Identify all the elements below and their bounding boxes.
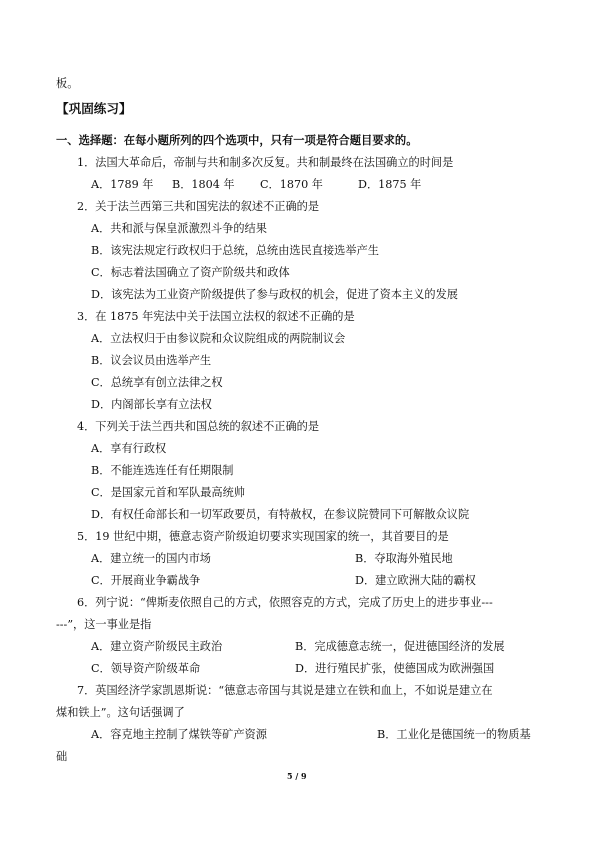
page-number: 5 / 9 (287, 771, 307, 781)
answer-option: D．有权任命部长和一切军政要员，有特赦权，在参议院赞同下可解散众议院 (91, 508, 470, 521)
answer-option: A．享有行政权 (91, 442, 167, 455)
question-stem: 7．英国经济学家凯恩斯说：“德意志帝国与其说是建立在铁和血上，不如说是建立在 (77, 684, 493, 697)
question-stem: 5．19 世纪中期，德意志资产阶级迫切要求实现国家的统一，其首要目的是 (77, 530, 449, 543)
answer-option: C．开展商业争霸战争 (91, 574, 201, 587)
question-stem-continued: ---”，这一事业是指 (56, 618, 152, 631)
answer-option: B．1804 年 (172, 178, 235, 191)
question-stem: 3．在 1875 年宪法中关于法国立法权的叙述不正确的是 (77, 310, 355, 323)
answer-option: B．完成德意志统一，促进德国经济的发展 (295, 640, 505, 653)
text-line: 板。 (56, 77, 79, 90)
section-heading: 【巩固练习】 (56, 101, 132, 116)
answer-option: C．标志着法国确立了资产阶级共和政体 (91, 266, 290, 279)
question-instruction: 一、选择题：在每小题所列的四个选项中，只有一项是符合题目要求的。 (56, 134, 418, 147)
answer-option: D．进行殖民扩张，使德国成为欧洲强国 (295, 662, 495, 675)
answer-option: C．总统享有创立法律之权 (91, 376, 223, 389)
question-stem: 4．下列关于法兰西共和国总统的叙述不正确的是 (77, 420, 320, 433)
answer-option: A．建立统一的国内市场 (91, 552, 211, 565)
question-stem: 6．列宁说：“俾斯麦依照自己的方式，依照容克的方式，完成了历史上的进步事业--- (77, 596, 493, 609)
question-stem: 2．关于法兰西第三共和国宪法的叙述不正确的是 (77, 200, 320, 213)
answer-option-continued: 础 (56, 750, 68, 763)
answer-option: B．不能连选连任有任期限制 (91, 464, 234, 477)
answer-option: D．建立欧洲大陆的霸权 (355, 574, 476, 587)
answer-option: C．领导资产阶级革命 (91, 662, 201, 675)
answer-option: A．1789 年 (91, 178, 154, 191)
answer-option: B．工业化是德国统一的物质基 (377, 728, 531, 741)
answer-option: A．建立资产阶级民主政治 (91, 640, 223, 653)
answer-option: B．议会议员由选举产生 (91, 354, 212, 367)
answer-option: D．内阁部长享有立法权 (91, 398, 212, 411)
answer-option: C．1870 年 (260, 178, 323, 191)
answer-option: B．该宪法规定行政权归于总统，总统由选民直接选举产生 (91, 244, 379, 257)
answer-option: C．是国家元首和军队最高统帅 (91, 486, 245, 499)
answer-option: D．该宪法为工业资产阶级提供了参与政权的机会，促进了资本主义的发展 (91, 288, 458, 301)
answer-option: A．共和派与保皇派激烈斗争的结果 (91, 222, 267, 235)
answer-option: B．夺取海外殖民地 (355, 552, 453, 565)
answer-option: D．1875 年 (358, 178, 422, 191)
question-stem: 1．法国大革命后，帝制与共和制多次反复。共和制最终在法国确立的时间是 (77, 156, 454, 169)
answer-option: A．立法权归于由参议院和众议院组成的两院制议会 (91, 332, 346, 345)
answer-option: A．容克地主控制了煤铁等矿产资源 (91, 728, 267, 741)
question-stem-continued: 煤和铁上”。这句话强调了 (56, 706, 185, 719)
